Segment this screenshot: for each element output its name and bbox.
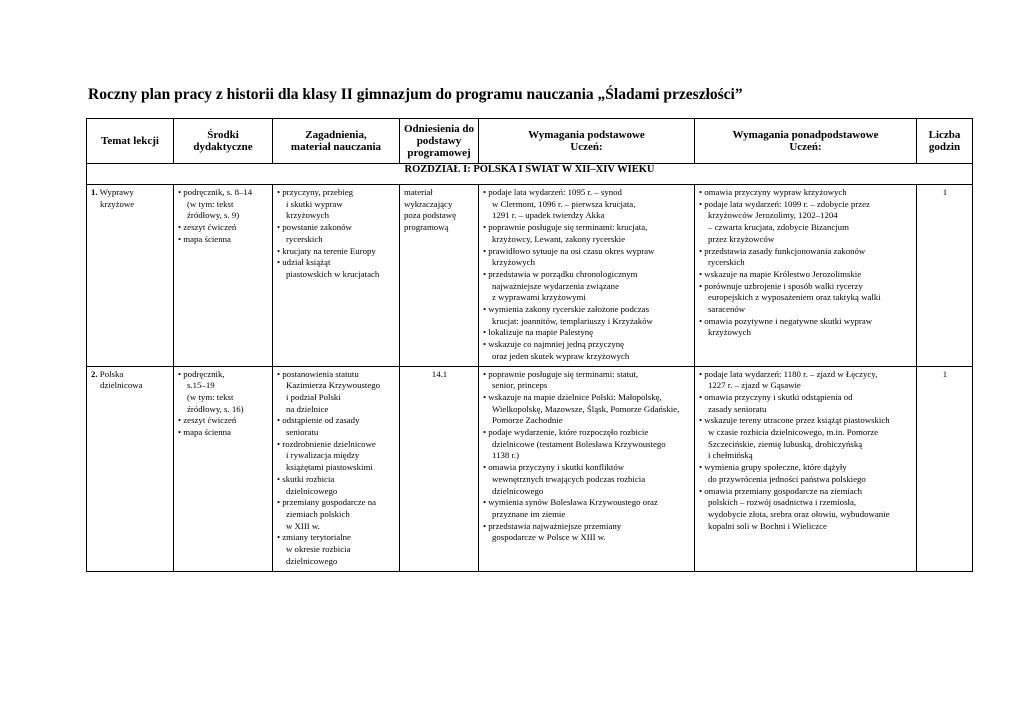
lesson-number: 1. (91, 187, 98, 197)
zagadnienia-line: • przemiany gospodarcze na (277, 497, 377, 508)
wymagania_ponadpodstawowe-line: polskich – rozwój osadnictwa i rzemiosła, (708, 497, 857, 508)
wymagania_ponadpodstawowe-line: • porównuje uzbrojenie i sposób walki rycerzy (699, 280, 863, 291)
topic-line (91, 369, 170, 381)
wymagania_ponadpodstawowe-line: • omawia przyczyny i skutki odstąpienia od (699, 391, 853, 402)
odniesienia-line: materiał (404, 187, 433, 197)
wymagania-ponadpodstawowe-cell (695, 185, 917, 367)
zagadnienia-line: • skutki rozbicia (277, 473, 335, 484)
zagadnienia-line: • odstąpienie od zasady (277, 415, 360, 426)
wymagania_podstawowe-line: przyznane im ziemie (492, 508, 566, 519)
header-row (87, 119, 973, 164)
zagadnienia-line: • powstanie zakonów (277, 222, 352, 233)
wymagania_ponadpodstawowe-line: • omawia pozytywne i negatywne skutki wypraw (699, 315, 873, 326)
srodki-line: • zeszyt ćwiczeń (178, 415, 237, 426)
zagadnienia-line: książętami piastowskimi (286, 462, 373, 473)
wymagania_ponadpodstawowe-line: krzyżowców Jerozolimy, 1202–1204 (708, 210, 838, 221)
srodki-line: źródłowy, s. 9) (187, 210, 240, 221)
wymagania_ponadpodstawowe-line: 1227 r. – zjazd w Gąsawie (708, 380, 801, 391)
header-wymagania-podstawowe: Wymagania podstawowe Uczeń: (479, 119, 695, 164)
zagadnienia-line: na dzielnice (286, 403, 329, 414)
topic-line: dzielnicowa (100, 380, 143, 391)
wymagania-podstawowe-cell (479, 366, 695, 571)
header-srodki-dydaktyczne: Środki dydaktyczne (174, 119, 273, 164)
wymagania_podstawowe-line: z wyprawami krzyżowymi (492, 292, 586, 303)
zagadnienia-line: w okresie rozbicia (286, 544, 351, 555)
wymagania_podstawowe-line: Wielkopolskę, Mazowsze, Śląsk, Pomorze Gdańskie, (492, 403, 680, 414)
header-liczba-godzin: Liczba godzin (917, 119, 973, 164)
wymagania_ponadpodstawowe-line: • omawia przemiany gospodarcze na ziemiach (699, 485, 863, 496)
srodki-line: • zeszyt ćwiczeń (178, 222, 237, 233)
wymagania-podstawowe-cell (479, 185, 695, 367)
zagadnienia-cell (273, 366, 400, 571)
wymagania_podstawowe-line: oraz jeden skutek wypraw krzyżowych (492, 350, 630, 361)
topic-line (91, 187, 170, 199)
topic-cell (87, 185, 174, 367)
wymagania_ponadpodstawowe-line: • podaje lata wydarzeń: 1099 r. – zdobycie przez (699, 198, 870, 209)
wymagania_podstawowe-line: najważniejsze wydarzenia związane (492, 280, 619, 291)
wymagania_podstawowe-line: w Clermont, 1096 r. – pierwsza krucjata, (492, 198, 636, 209)
wymagania_ponadpodstawowe-line: wydobycie złota, srebra oraz ołowiu, wybudowanie (708, 508, 890, 519)
zagadnienia-line: rycerskich (286, 233, 323, 244)
srodki-line: źródłowy, s. 16) (187, 403, 244, 414)
header-zagadnienia: Zagadnienia, materiał nauczania (273, 119, 400, 164)
wymagania_ponadpodstawowe-line: – czwarta krucjata, zdobycie Bizancjum (708, 222, 849, 233)
wymagania_ponadpodstawowe-line: Szczecińskie, ziemię lubuską, drohiczyńską (708, 438, 863, 449)
wymagania_ponadpodstawowe-line: • wymienia grupy społeczne, które dążyły (699, 462, 847, 473)
header-temat-lekcji: Temat lekcji (87, 119, 174, 164)
wymagania_podstawowe-line: • przedstawia najważniejsze przemiany (483, 520, 622, 531)
zagadnienia-line: • udział książąt (277, 257, 331, 268)
wymagania_podstawowe-line: • podaje lata wydarzeń: 1095 r. – synod (483, 187, 622, 197)
odniesienia-line: poza podstawę (404, 210, 457, 221)
wymagania_podstawowe-line: gospodarcze w Polsce w XIII w. (492, 532, 606, 543)
zagadnienia-line: dzielnicowego (286, 555, 338, 566)
zagadnienia-line: piastowskich w krucjatach (286, 268, 380, 279)
wymagania_podstawowe-line: • wymienia zakony rycerskie założone podczas (483, 304, 649, 315)
wymagania_podstawowe-line: Pomorze Zachodnie (492, 415, 563, 426)
wymagania_podstawowe-line: • prawidłowo sytuuje na osi czasu okres wypraw (483, 245, 655, 256)
srodki-line: (w tym: tekst (187, 391, 234, 402)
wymagania_podstawowe-line: dzielnicowe (testament Bolesława Krzywoustego (492, 438, 666, 449)
zagadnienia-line: i rywalizacja między (286, 450, 360, 461)
srodki-cell (174, 366, 273, 571)
wymagania_ponadpodstawowe-line: i chełmińską (708, 450, 753, 461)
zagadnienia-line: • przyczyny, przebieg (277, 187, 354, 197)
document-title: Roczny plan pracy z historii dla klasy II gimnazjum do programu nauczania „Śladami przeszłości” (88, 86, 743, 103)
wymagania_podstawowe-line: • poprawnie posługuje się terminami: krucjata, (483, 222, 648, 233)
odniesienia-line: 14.1 (431, 368, 448, 379)
header-wymagania-ponadpodstawowe: Wymagania ponadpodstawowe Uczeń: (695, 119, 917, 164)
zagadnienia-line: dzielnicowego (286, 485, 338, 496)
wymagania_podstawowe-line: krzyżowych (492, 257, 535, 268)
zagadnienia-line: • rozdrobnienie dzielnicowe (277, 438, 376, 449)
wymagania_podstawowe-line: dzielnicowego (492, 485, 544, 496)
topic-cell (87, 366, 174, 571)
wymagania_podstawowe-line: wewnętrznych trwających podczas rozbicia (492, 473, 646, 484)
section-title: ROZDZIAŁ I: POLSKA I ŚWIAT W XII–XIV WIEKU (87, 164, 973, 185)
wymagania_ponadpodstawowe-line: saracenów (708, 304, 746, 315)
wymagania_ponadpodstawowe-line: w czasie rozbicia dzielnicowego, m.in. Pomorze (708, 427, 879, 438)
section-row (87, 164, 973, 185)
topic-title: Polska (97, 368, 124, 379)
wymagania_ponadpodstawowe-line: przez krzyżowców (708, 233, 775, 244)
srodki-cell (174, 185, 273, 367)
zagadnienia-cell (273, 185, 400, 367)
zagadnienia-line: i podział Polski (286, 391, 341, 402)
liczba-godzin-cell: 1 (917, 185, 973, 367)
topic-title: Wyprawy (97, 187, 134, 197)
wymagania_podstawowe-line: 1291 r. – upadek twierdzy Akka (492, 210, 605, 221)
zagadnienia-line: • krucjaty na terenie Europy (277, 245, 376, 256)
wymagania_podstawowe-line: 1138 r.) (492, 450, 520, 461)
srodki-line: • mapa ścienna (178, 233, 231, 244)
wymagania_ponadpodstawowe-line: • omawia przyczyny wypraw krzyżowych (699, 187, 847, 197)
wymagania_ponadpodstawowe-line: do przywrócenia jedności państwa polskiego (708, 473, 866, 484)
wymagania_ponadpodstawowe-line: • przedstawia zasady funkcjonowania zakonów (699, 245, 866, 256)
wymagania_podstawowe-line: • wymienia synów Bolesława Krzywoustego oraz (483, 497, 658, 508)
wymagania_podstawowe-line: • poprawnie posługuje się terminami: statut, (483, 368, 639, 379)
table-row (87, 366, 973, 571)
odniesienia-cell (400, 185, 479, 367)
zagadnienia-line: • postanowienia statutu (277, 368, 359, 379)
srodki-line: • mapa ścienna (178, 427, 231, 438)
wymagania_podstawowe-line: • przedstawia w porządku chronologicznym (483, 268, 638, 279)
zagadnienia-line: Kazimierza Krzywoustego (286, 380, 381, 391)
wymagania_ponadpodstawowe-line: kopalni soli w Bochni i Wieliczce (708, 520, 827, 531)
odniesienia-line: programową (404, 222, 449, 233)
wymagania_ponadpodstawowe-line: rycerskich (708, 257, 745, 268)
wymagania_ponadpodstawowe-line: krzyżowych (708, 327, 751, 338)
wymagania-ponadpodstawowe-cell (695, 366, 917, 571)
odniesienia-cell (400, 366, 479, 571)
wymagania_podstawowe-line: krzyżowcy, Lewant, zakony rycerskie (492, 233, 626, 244)
wymagania_podstawowe-line: • wskazuje na mapie dzielnice Polski: Małopolskę, (483, 391, 662, 402)
header-odniesienia: Odniesienia do podstawy programowej (400, 119, 479, 164)
wymagania_podstawowe-line: • wskazuje co najmniej jedną przyczynę (483, 339, 625, 350)
topic-line: krzyżowe (100, 198, 135, 209)
wymagania_ponadpodstawowe-line: europejskich z wyposażeniem oraz taktyką walki (708, 292, 881, 303)
wymagania_podstawowe-line: senior, princeps (492, 380, 548, 391)
wymagania_podstawowe-line: • podaje wydarzenie, które rozpoczęło rozbicie (483, 427, 649, 438)
lesson-plan-table (86, 118, 973, 572)
table-row (87, 185, 973, 367)
zagadnienia-line: i skutki wypraw (286, 198, 343, 209)
wymagania_ponadpodstawowe-line: • wskazuje na mapie Królestwo Jerozolimskie (699, 268, 862, 279)
wymagania_ponadpodstawowe-line: zasady senioratu (708, 403, 767, 414)
wymagania_podstawowe-line: • omawia przyczyny i skutki konfliktów (483, 462, 625, 473)
zagadnienia-line: senioratu (286, 427, 319, 438)
odniesienia-line: wykraczający (404, 198, 453, 209)
srodki-line: • podręcznik, s. 8–14 (178, 187, 253, 197)
srodki-line: s.15–19 (187, 380, 215, 391)
zagadnienia-line: krzyżowych (286, 210, 329, 221)
zagadnienia-line: • zmiany terytorialne (277, 532, 351, 543)
zagadnienia-line: w XIII w. (286, 520, 320, 531)
wymagania_podstawowe-line: krucjat: joannitów, templariuszy i Krzyżaków (492, 315, 653, 326)
zagadnienia-line: ziemiach polskich (286, 508, 350, 519)
wymagania_ponadpodstawowe-line: • podaje lata wydarzeń: 1180 r. – zjazd w Łęczycy, (699, 368, 878, 379)
wymagania_podstawowe-line: • lokalizuje na mapie Palestynę (483, 327, 594, 338)
srodki-line: (w tym: tekst (187, 198, 234, 209)
liczba-godzin-cell: 1 (917, 366, 973, 571)
srodki-line: • podręcznik, (178, 368, 225, 379)
wymagania_ponadpodstawowe-line: • wskazuje tereny utracone przez książąt piastowskich (699, 415, 890, 426)
lesson-number: 2. (91, 368, 98, 379)
